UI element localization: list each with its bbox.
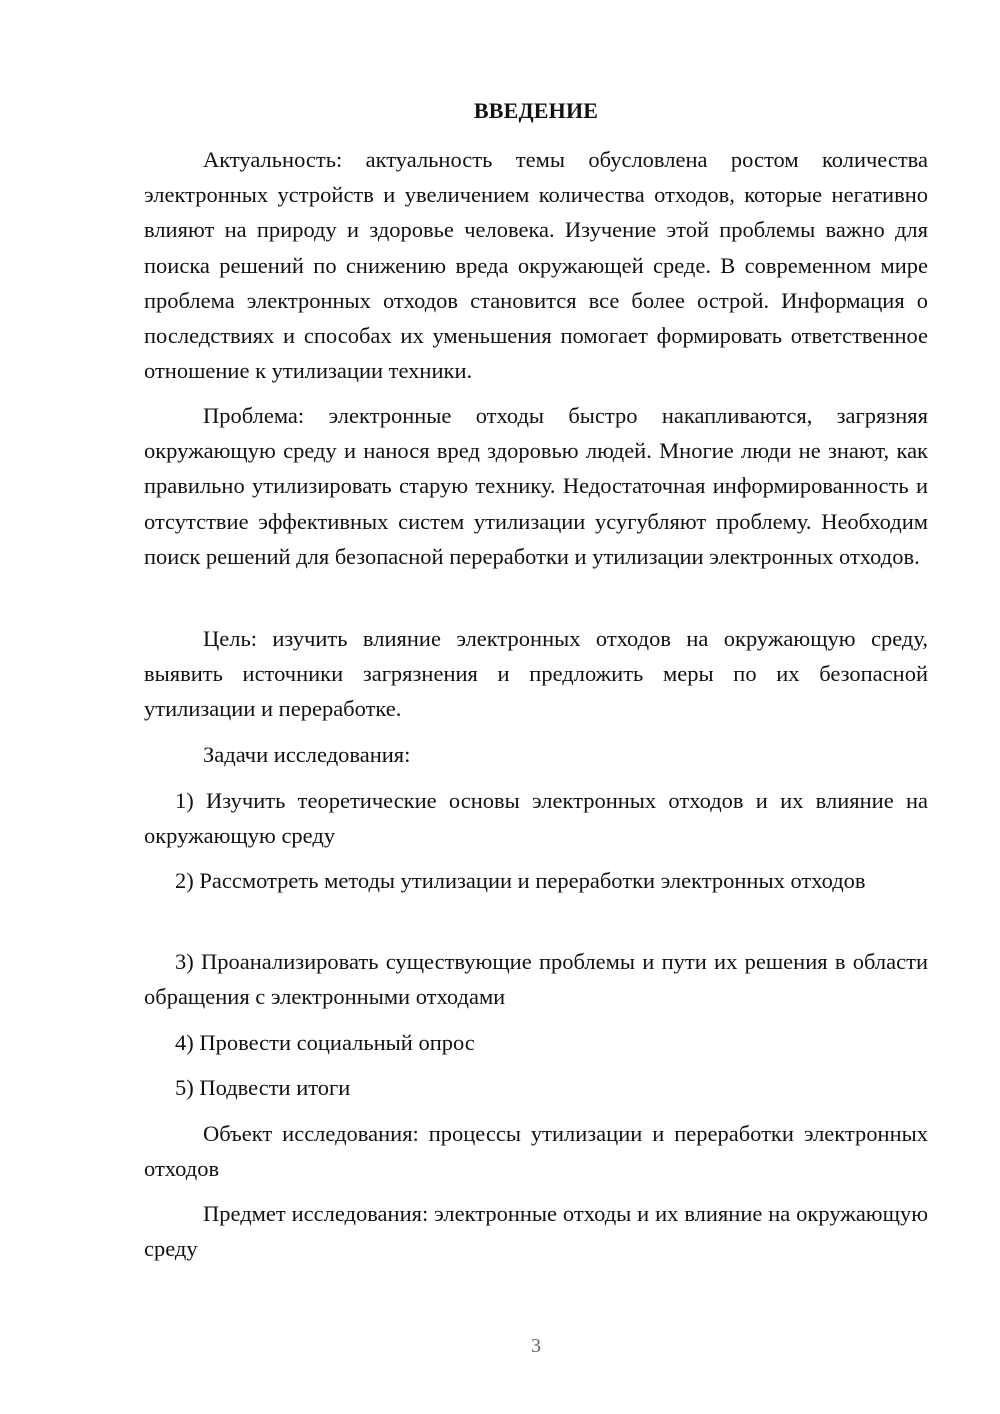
task-item-3: 3) Проанализировать существующие проблемы и пути их решения в области обращения с электронными отходами — [144, 949, 928, 1010]
object-paragraph: Объект исследования: процессы утилизации и переработки электронных отходов — [144, 1121, 928, 1182]
relevance-paragraph: Актуальность: актуальность темы обусловлена ростом количества электронных устройств и увеличением количества отходов, которые негативно влияют на природу и здоровье человека. Изучение этой проблемы важно для поиска решений по снижению вреда окружающей среде. В современном мире проблема электронных отходов становится все более острой. Информация о последствиях и способах их уменьшения помогает формировать ответственное отношение к утилизации техники. — [144, 147, 928, 384]
subject-paragraph: Предмет исследования: электронные отходы и их влияние на окружающую среду — [144, 1201, 928, 1262]
task-item-4: 4) Провести социальный опрос — [175, 1030, 475, 1055]
tasks-title: Задачи исследования: — [203, 742, 411, 767]
task-item-5: 5) Подвести итоги — [175, 1075, 351, 1100]
task-item-2: 2) Рассмотреть методы утилизации и переработки электронных отходов — [175, 868, 866, 893]
task-item-1: 1) Изучить теоретические основы электронных отходов и их влияние на окружающую среду — [144, 788, 928, 849]
page-number: 3 — [531, 1335, 541, 1357]
problem-paragraph: Проблема: электронные отходы быстро накапливаются, загрязняя окружающую среду и нанося вред здоровью людей. Многие люди не знают, как правильно утилизировать старую технику. Недостаточная информированность и отсутствие эффективных систем утилизации усугубляют проблему. Необходим поиск решений для безопасной переработки и утилизации электронных отходов. — [144, 403, 928, 569]
page-title: ВВЕДЕНИЕ — [473, 98, 599, 123]
goal-paragraph: Цель: изучить влияние электронных отходов на окружающую среду, выявить источники загрязнения и предложить меры по их безопасной утилизации и переработке. — [144, 626, 928, 722]
